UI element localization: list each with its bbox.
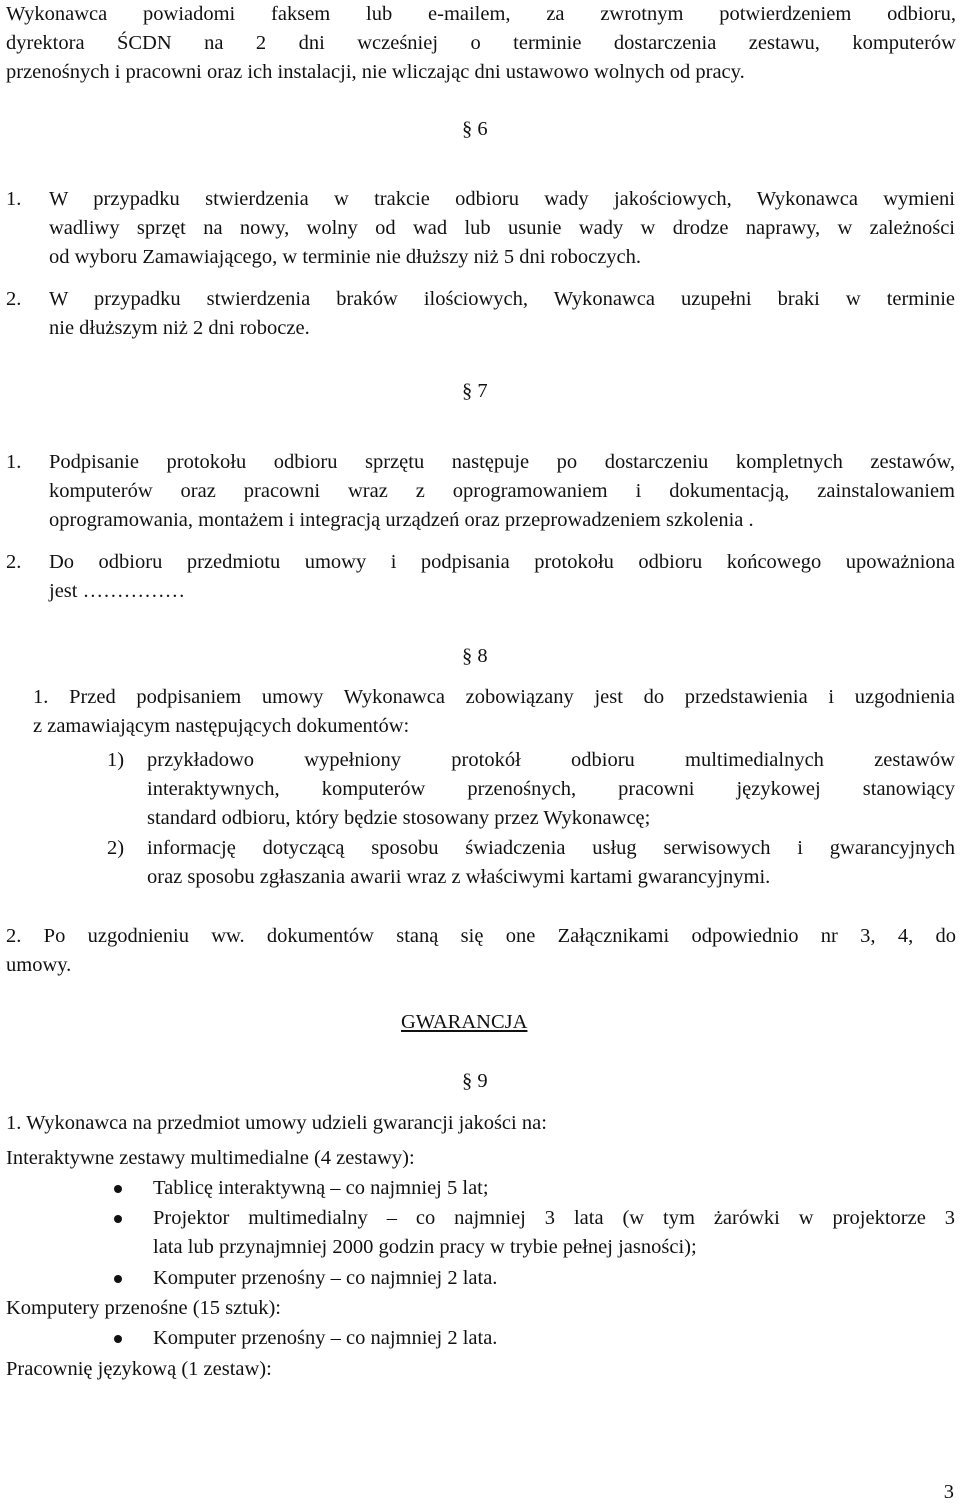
- paragraph-line: Podpisanie protokołu odbioru sprzętu następuje po dostarczeniu kompletnych zestawów,: [49, 451, 955, 473]
- paragraph-line: wadliwy sprzęt na nowy, wolny od wad lub usunie wady w drodze naprawy, w zależności: [49, 217, 955, 239]
- intro-line: Wykonawca powiadomi faksem lub e-mailem, za zwrotnym potwierdzeniem odbioru,: [6, 3, 956, 25]
- group-label: Komputery przenośne (15 sztuk):: [6, 1297, 281, 1319]
- intro-paragraph: [6, 0, 956, 87]
- item-number: 1.: [6, 188, 22, 210]
- bullet-text: lata lub przynajmniej 2000 godzin pracy w trybie pełnej jasności);: [153, 1236, 697, 1258]
- bullet-item: [153, 1174, 955, 1203]
- group-label: Pracownię językową (1 zestaw):: [6, 1358, 272, 1380]
- intro-line: przenośnych i pracowni oraz ich instalacji, nie wliczając dni ustawowo wolnych od pracy.: [6, 61, 745, 83]
- group-label: Interaktywne zestawy multimedialne (4 zestawy):: [6, 1147, 415, 1169]
- section-8-heading: § 8: [462, 645, 488, 667]
- bullet-text: Tablicę interaktywną – co najmniej 5 lat;: [153, 1177, 489, 1199]
- paragraph-line: z zamawiającym następujących dokumentów:: [33, 715, 410, 737]
- paragraph-line: komputerów oraz pracowni wraz z oprogramowaniem i dokumentacją, zainstalowaniem: [49, 480, 955, 502]
- bullet-item: [153, 1324, 955, 1353]
- s7-item-2: [49, 548, 955, 606]
- paragraph-line: informację dotyczącą sposobu świadczenia usług serwisowych i gwarancyjnych: [147, 837, 955, 859]
- bullet-marker: [114, 1335, 122, 1343]
- s7-item-1: [49, 448, 955, 535]
- paragraph-line: oprogramowania, montażem i integracją urządzeń oraz przeprowadzeniem szkolenia .: [49, 509, 754, 531]
- page-number: 3: [943, 1481, 954, 1503]
- subitem-number: 1): [107, 749, 125, 771]
- bullet-text: Komputer przenośny – co najmniej 2 lata.: [153, 1267, 498, 1289]
- s8-subitem-2: [147, 834, 955, 892]
- s8-paragraph-1: [33, 683, 955, 741]
- item-number: 1.: [6, 451, 22, 473]
- bullet-text: Komputer przenośny – co najmniej 2 lata.: [153, 1327, 498, 1349]
- subitem-number: 2): [107, 837, 125, 859]
- bullet-item: [153, 1264, 955, 1293]
- paragraph-line: oraz sposobu zgłaszania awarii wraz z właściwymi kartami gwarancyjnymi.: [147, 866, 771, 888]
- bullet-marker: [114, 1215, 122, 1223]
- s9-paragraph-1: 1. Wykonawca na przedmiot umowy udzieli gwarancji jakości na:: [6, 1112, 547, 1134]
- s8-subitem-1: [147, 746, 955, 833]
- section-9-heading: § 9: [462, 1070, 488, 1092]
- paragraph-line: jest ……………: [49, 580, 186, 602]
- paragraph-line: od wyboru Zamawiającego, w terminie nie dłuższy niż 5 dni roboczych.: [49, 246, 642, 268]
- paragraph-line: nie dłuższym niż 2 dni robocze.: [49, 317, 310, 339]
- section-6-heading: § 6: [462, 118, 488, 140]
- intro-line: dyrektora ŚCDN na 2 dni wcześniej o terminie dostarczenia zestawu, komputerów: [6, 32, 956, 54]
- paragraph-line: 1. Przed podpisaniem umowy Wykonawca zobowiązany jest do przedstawienia i uzgodnienia: [33, 686, 955, 708]
- paragraph-line: standard odbioru, który będzie stosowany przez Wykonawcę;: [147, 807, 651, 829]
- paragraph-line: W przypadku stwierdzenia braków ilościowych, Wykonawca uzupełni braki w terminie: [49, 288, 955, 310]
- section-7-heading: § 7: [462, 380, 488, 402]
- paragraph-line: Do odbioru przedmiotu umowy i podpisania protokołu odbioru końcowego upoważniona: [49, 551, 955, 573]
- s8-paragraph-2: [6, 922, 956, 980]
- warranty-title: GWARANCJA: [401, 1011, 528, 1033]
- paragraph-line: 2. Po uzgodnieniu ww. dokumentów staną się one Załącznikami odpowiednio nr 3, 4, do: [6, 925, 956, 947]
- bullet-marker: [114, 1275, 122, 1283]
- s6-item-1: [49, 185, 955, 272]
- bullet-item: [153, 1204, 955, 1262]
- item-number: 2.: [6, 551, 22, 573]
- paragraph-line: W przypadku stwierdzenia w trakcie odbioru wady jakościowych, Wykonawca wymieni: [49, 188, 955, 210]
- item-number: 2.: [6, 288, 22, 310]
- bullet-text: Projektor multimedialny – co najmniej 3 lata (w tym żarówki w projektorze 3: [153, 1207, 955, 1229]
- paragraph-line: umowy.: [6, 954, 72, 976]
- paragraph-line: przykładowo wypełniony protokół odbioru multimedialnych zestawów: [147, 749, 955, 771]
- paragraph-line: interaktywnych, komputerów przenośnych, pracowni językowej stanowiący: [147, 778, 955, 800]
- s6-item-2: [49, 285, 955, 343]
- bullet-marker: [114, 1185, 122, 1193]
